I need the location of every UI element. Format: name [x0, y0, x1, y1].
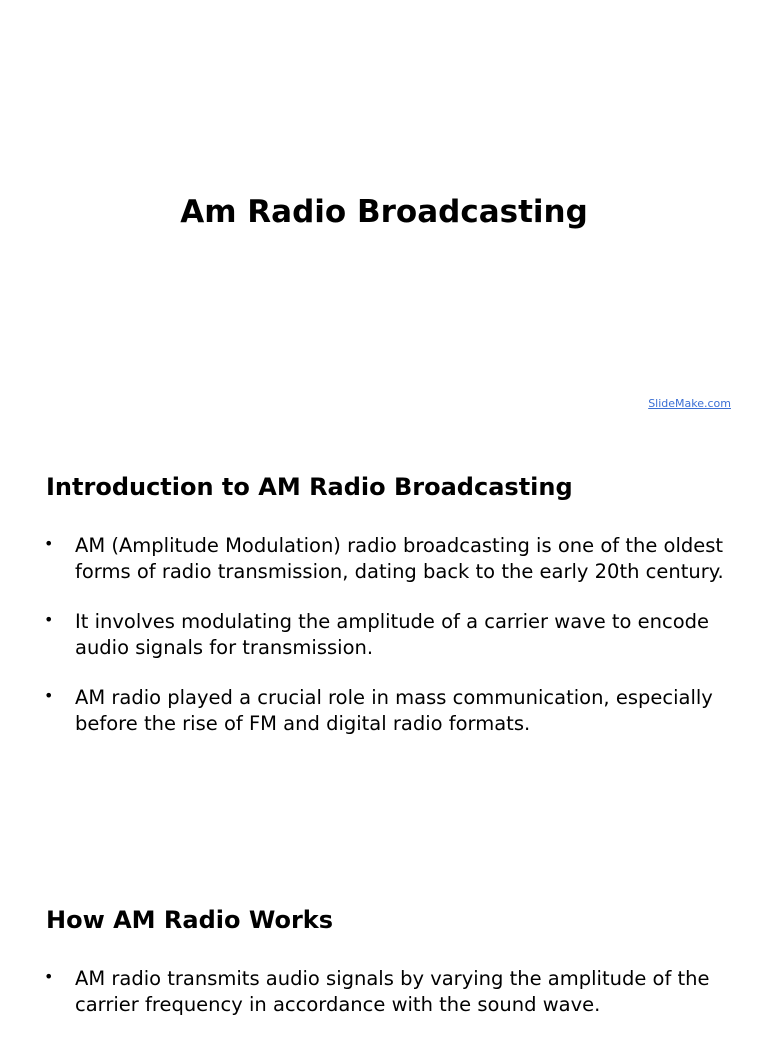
slidemake-link[interactable]: SlideMake.com [648, 397, 731, 410]
bullet-icon: • [44, 686, 54, 706]
bullet-text: AM (Amplitude Modulation) radio broadcasting is one of the oldest forms of radio transmission, dating back to the early 20th century. [75, 534, 724, 583]
bullet-icon: • [44, 610, 54, 630]
list-item [0, 533, 768, 584]
list-item [0, 609, 768, 660]
introduction-bullet-list [0, 533, 768, 762]
bullet-text: AM radio played a crucial role in mass communication, especially before the rise of FM and digital radio formats. [75, 686, 713, 735]
section-heading-introduction: Introduction to AM Radio Broadcasting [46, 473, 573, 501]
how-it-works-bullet-list [0, 966, 768, 1042]
section-heading-how-am-radio-works: How AM Radio Works [46, 906, 334, 934]
bullet-icon: • [44, 967, 54, 986]
bullet-icon: • [44, 534, 54, 553]
list-item [0, 966, 768, 1017]
list-item [0, 685, 768, 736]
bullet-text: AM radio transmits audio signals by varying the amplitude of the carrier frequency in accordance with the sound wave. [75, 967, 710, 1016]
slide-title: Am Radio Broadcasting [180, 194, 588, 230]
bullet-text: It involves modulating the amplitude of a carrier wave to encode audio signals for transmission. [75, 610, 710, 659]
